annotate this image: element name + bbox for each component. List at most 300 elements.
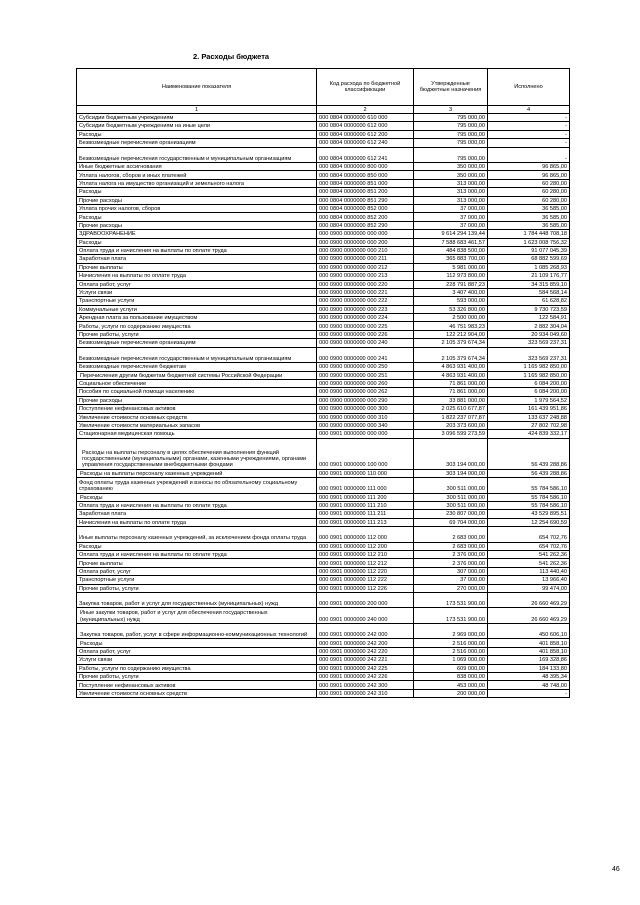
row-code: 000 0901 0000000 111 210: [317, 501, 414, 509]
row-name: Иные закупки товаров, работ и услуг для обеспечения государственных (муниципальных) нужд: [77, 608, 317, 624]
row-code: 000 0901 0000000 100 000: [317, 438, 414, 469]
row-name: Услуги связи: [77, 288, 317, 296]
row-code: 000 0804 0000000 852 200: [317, 213, 414, 221]
section-title: 2. Расходы бюджета: [193, 52, 270, 61]
row-code: 000 0901 0000000 112 226: [317, 584, 414, 592]
row-executed: 113 440,40: [488, 567, 570, 575]
row-name: Расходы: [77, 493, 317, 501]
row-code: 000 0900 0000000 000 340: [317, 421, 414, 429]
header-approved: Утвержденные бюджетные назначения: [414, 69, 488, 106]
row-executed: 55 784 586,10: [488, 478, 570, 494]
row-executed: -: [488, 689, 570, 697]
table-row: [77, 673, 570, 681]
row-approved: 270 000,00: [414, 584, 488, 592]
row-approved: 313 000,00: [414, 188, 488, 196]
row-name: Поступление нефинансовых активов: [77, 681, 317, 689]
row-approved: 300 511 000,00: [414, 478, 488, 494]
table-row: [77, 413, 570, 421]
row-approved: 71 861 000,00: [414, 379, 488, 387]
table-row: [77, 171, 570, 179]
table-row: [77, 330, 570, 338]
row-name: Расходы на выплаты персоналу в целях обеспечения выполнения функций государственными (муниципальными) органами, казенными учреждениями, органами управления государственными внебюджетными фондами: [77, 438, 317, 469]
row-code: 000 0804 0000000 851 290: [317, 196, 414, 204]
row-approved: 2 105 379 674,34: [414, 339, 488, 347]
table-row: [77, 196, 570, 204]
column-number: 1: [77, 106, 317, 114]
row-code: 000 0900 0000000 000 222: [317, 297, 414, 305]
table-row: [77, 205, 570, 213]
row-name: Безвозмездные перечисления организациям: [77, 139, 317, 147]
row-approved: 122 212 904,00: [414, 330, 488, 338]
row-executed: 1 165 982 850,00: [488, 371, 570, 379]
row-approved: 2 376 000,00: [414, 559, 488, 567]
row-approved: 2 376 000,00: [414, 551, 488, 559]
row-executed: 122 584,91: [488, 314, 570, 322]
table-row: [77, 255, 570, 263]
table-row: [77, 551, 570, 559]
row-name: Безвозмездные перечисления организациям: [77, 339, 317, 347]
row-executed: 36 585,00: [488, 205, 570, 213]
row-code: 000 0804 0000000 851 200: [317, 188, 414, 196]
row-name: Заработная плата: [77, 255, 317, 263]
table-row: [77, 592, 570, 608]
row-code: 000 0900 0000000 000 220: [317, 280, 414, 288]
header-indicator-name: Наименование показателя: [77, 69, 317, 106]
row-executed: 34 315 859,10: [488, 280, 570, 288]
row-executed: 56 439 288,86: [488, 438, 570, 469]
row-name: Увеличение стоимости основных средств: [77, 413, 317, 421]
row-code: 000 0901 0000000 112 200: [317, 542, 414, 550]
row-name: Стационарная медицинская помощь: [77, 430, 317, 438]
row-executed: 55 784 586,10: [488, 501, 570, 509]
table-row: [77, 263, 570, 271]
row-code: 000 0901 0000000 111 213: [317, 518, 414, 526]
row-code: 000 0804 0000000 852 290: [317, 221, 414, 229]
row-executed: 60 280,00: [488, 196, 570, 204]
row-code: 000 0901 0000000 242 226: [317, 673, 414, 681]
row-code: 000 0900 0000000 000 211: [317, 255, 414, 263]
row-executed: 584 568,14: [488, 288, 570, 296]
row-name: Расходы: [77, 188, 317, 196]
table-row: [77, 656, 570, 664]
row-executed: 1 165 982 850,00: [488, 363, 570, 371]
page-number: 46: [612, 866, 620, 873]
row-approved: 173 531 900,00: [414, 592, 488, 608]
table-row: [77, 288, 570, 296]
row-name: Заработная плата: [77, 510, 317, 518]
row-executed: 184 133,80: [488, 664, 570, 672]
row-code: 000 0900 0000000 000 260: [317, 379, 414, 387]
row-approved: 313 000,00: [414, 196, 488, 204]
row-approved: 795 000,00: [414, 114, 488, 122]
table-row: [77, 139, 570, 147]
row-code: 000 0900 0000000 000 300: [317, 405, 414, 413]
row-executed: 401 858,10: [488, 647, 570, 655]
row-name: Уплата прочих налогов, сборов: [77, 205, 317, 213]
table-row: [77, 388, 570, 396]
row-name: Уплата налога на имущество организаций и земельного налога: [77, 179, 317, 187]
row-name: Транспортные услуги: [77, 576, 317, 584]
row-executed: 96 865,00: [488, 163, 570, 171]
row-code: 000 0901 0000000 112 210: [317, 551, 414, 559]
row-code: 000 0900 0000000 000 224: [317, 314, 414, 322]
row-name: Фонд оплаты труда казенных учреждений и взносы по обязательному социальному страхованию: [77, 478, 317, 494]
row-approved: 2 105 379 674,34: [414, 347, 488, 363]
row-code: 000 0901 0000000 112 000: [317, 527, 414, 543]
row-approved: 484 838 500,00: [414, 246, 488, 254]
row-executed: 21 109 176,77: [488, 272, 570, 280]
row-code: 000 0804 0000000 612 240: [317, 139, 414, 147]
row-code: 000 0900 0000000 000 200: [317, 238, 414, 246]
row-name: Увеличение стоимости материальных запасов: [77, 421, 317, 429]
table-row: [77, 379, 570, 387]
row-name: Транспортные услуги: [77, 297, 317, 305]
table-row: [77, 272, 570, 280]
table-row: [77, 280, 570, 288]
row-approved: 203 373 600,00: [414, 421, 488, 429]
row-executed: 9 730 723,59: [488, 305, 570, 313]
row-approved: 365 883 700,00: [414, 255, 488, 263]
row-approved: 795 000,00: [414, 122, 488, 130]
row-code: 000 0901 0000000 242 221: [317, 656, 414, 664]
table-row: [77, 421, 570, 429]
row-executed: -: [488, 130, 570, 138]
row-code: 000 0901 0000000 112 220: [317, 567, 414, 575]
row-name: Субсидии бюджетным учреждениям: [77, 114, 317, 122]
column-number: 2: [317, 106, 414, 114]
row-code: 000 0900 0000000 000 241: [317, 347, 414, 363]
row-executed: 96 865,00: [488, 171, 570, 179]
row-approved: 3 096 599 273,59: [414, 430, 488, 438]
row-code: 000 0901 0000000 242 310: [317, 689, 414, 697]
header-executed: Исполнено: [488, 69, 570, 106]
row-executed: 169 328,86: [488, 656, 570, 664]
row-executed: 26 660 469,29: [488, 608, 570, 624]
row-code: 000 0804 0000000 850 000: [317, 171, 414, 179]
row-executed: -: [488, 147, 570, 163]
row-name: Иные выплаты персоналу казенных учреждений, за исключением фонда оплаты труда: [77, 527, 317, 543]
row-name: Социальное обеспечение: [77, 379, 317, 387]
row-code: 000 0804 0000000 612 241: [317, 147, 414, 163]
expenses-table: [76, 68, 570, 698]
row-approved: 112 973 800,00: [414, 272, 488, 280]
row-approved: 795 000,00: [414, 147, 488, 163]
row-executed: 1 784 448 708,18: [488, 230, 570, 238]
row-name: Расходы на выплаты персоналу казенных учреждений: [77, 469, 317, 477]
table-row: [77, 567, 570, 575]
row-name: Оплата труда и начисления на выплаты по оплате труда: [77, 551, 317, 559]
row-code: 000 0900 0000000 000 210: [317, 246, 414, 254]
row-code: 000 0900 0000000 000 240: [317, 339, 414, 347]
row-code: 000 0900 0000000 000 250: [317, 363, 414, 371]
row-approved: 300 511 000,00: [414, 493, 488, 501]
table-row: [77, 405, 570, 413]
row-code: 000 0901 0000000 111 000: [317, 478, 414, 494]
row-name: Оплата труда и начисления на выплаты по оплате труда: [77, 246, 317, 254]
table-row: [77, 147, 570, 163]
table-row: [77, 584, 570, 592]
row-approved: 300 511 000,00: [414, 501, 488, 509]
table-row: [77, 230, 570, 238]
row-code: 000 0901 0000000 242 225: [317, 664, 414, 672]
row-name: Иные бюджетные ассигнования: [77, 163, 317, 171]
row-approved: 609 000,00: [414, 664, 488, 672]
table-row: [77, 179, 570, 187]
table-row: [77, 221, 570, 229]
row-executed: -: [488, 114, 570, 122]
row-executed: 27 802 702,98: [488, 421, 570, 429]
row-code: 000 0901 0000000 111 200: [317, 493, 414, 501]
table-row: [77, 510, 570, 518]
row-approved: 453 000,00: [414, 681, 488, 689]
row-code: 000 0900 0000000 000 223: [317, 305, 414, 313]
row-code: 000 0804 0000000 610 000: [317, 114, 414, 122]
row-approved: 46 751 983,23: [414, 322, 488, 330]
row-executed: 323 569 237,31: [488, 339, 570, 347]
row-approved: 4 863 931 400,00: [414, 363, 488, 371]
row-executed: 56 439 288,86: [488, 469, 570, 477]
row-executed: 36 585,00: [488, 221, 570, 229]
row-code: 000 0804 0000000 800 000: [317, 163, 414, 171]
row-code: 000 0900 0000000 000 000: [317, 230, 414, 238]
table-row: [77, 623, 570, 639]
row-executed: 1 623 008 756,32: [488, 238, 570, 246]
row-name: Оплата работ, услуг: [77, 567, 317, 575]
row-executed: 401 858,10: [488, 639, 570, 647]
row-approved: 69 704 000,00: [414, 518, 488, 526]
row-executed: -: [488, 122, 570, 130]
row-approved: 228 791 887,23: [414, 280, 488, 288]
row-approved: 2 683 000,00: [414, 542, 488, 550]
header-expense-code: Код расхода по бюджетной классификации: [317, 69, 414, 106]
row-approved: 37 000,00: [414, 213, 488, 221]
row-executed: 91 077 045,39: [488, 246, 570, 254]
table-row: [77, 238, 570, 246]
row-name: Пособия по социальной помощи населению: [77, 388, 317, 396]
row-executed: 60 280,00: [488, 188, 570, 196]
row-executed: 43 529 895,51: [488, 510, 570, 518]
table-row: [77, 478, 570, 494]
row-approved: 795 000,00: [414, 139, 488, 147]
table-row: [77, 469, 570, 477]
row-executed: 26 660 469,29: [488, 592, 570, 608]
row-executed: 13 966,40: [488, 576, 570, 584]
row-code: 000 0804 0000000 851 000: [317, 179, 414, 187]
row-name: Закупка товаров, работ и услуг для государственных (муниципальных) нужд: [77, 592, 317, 608]
row-code: 000 0901 0000000 110 000: [317, 469, 414, 477]
row-approved: 173 531 900,00: [414, 608, 488, 624]
row-code: 000 0900 0000000 000 213: [317, 272, 414, 280]
table-row: [77, 188, 570, 196]
row-name: Арендная плата за пользование имуществом: [77, 314, 317, 322]
table-row: [77, 213, 570, 221]
row-name: Прочие расходы: [77, 396, 317, 404]
row-code: 000 0900 0000000 000 251: [317, 371, 414, 379]
row-approved: 350 000,00: [414, 163, 488, 171]
row-executed: 450 606,10: [488, 623, 570, 639]
row-name: Оплата труда и начисления на выплаты по оплате труда: [77, 501, 317, 509]
row-approved: 2 025 610 677,87: [414, 405, 488, 413]
table-row: [77, 297, 570, 305]
table-row: [77, 430, 570, 438]
table-row: [77, 542, 570, 550]
row-name: Субсидии бюджетным учреждениям на иные цели: [77, 122, 317, 130]
row-name: Услуги связи: [77, 656, 317, 664]
row-name: Оплата работ, услуг: [77, 647, 317, 655]
table-row: [77, 314, 570, 322]
row-name: Прочие расходы: [77, 221, 317, 229]
table-row: [77, 527, 570, 543]
row-approved: 71 861 000,00: [414, 388, 488, 396]
row-name: Уплата налогов, сборов и иных платежей: [77, 171, 317, 179]
table-row: [77, 647, 570, 655]
row-code: 000 0900 0000000 000 221: [317, 288, 414, 296]
row-name: Увеличение стоимости основных средств: [77, 689, 317, 697]
row-code: 000 0901 0000000 112 222: [317, 576, 414, 584]
row-name: Оплата работ, услуг: [77, 280, 317, 288]
row-code: 000 0901 0000000 112 212: [317, 559, 414, 567]
row-executed: 48 395,34: [488, 673, 570, 681]
table-row: [77, 559, 570, 567]
row-executed: 541 262,36: [488, 551, 570, 559]
row-executed: 323 569 237,31: [488, 347, 570, 363]
row-approved: 37 000,00: [414, 221, 488, 229]
row-name: Прочие расходы: [77, 196, 317, 204]
table-row: [77, 305, 570, 313]
table-row: [77, 689, 570, 697]
table-row: [77, 664, 570, 672]
row-code: 000 0901 0000000 242 220: [317, 647, 414, 655]
row-approved: 200 000,00: [414, 689, 488, 697]
row-approved: 9 614 294 139,44: [414, 230, 488, 238]
row-executed: 12 254 690,59: [488, 518, 570, 526]
table-row: [77, 681, 570, 689]
row-approved: 2 683 000,00: [414, 527, 488, 543]
column-number-row: [77, 106, 570, 114]
row-code: 000 0804 0000000 612 000: [317, 122, 414, 130]
row-approved: 307 000,00: [414, 567, 488, 575]
row-name: Начисления на выплаты по оплате труда: [77, 272, 317, 280]
row-code: 000 0901 0000000 242 300: [317, 681, 414, 689]
row-code: 000 0900 0000000 000 225: [317, 322, 414, 330]
table-row: [77, 339, 570, 347]
row-name: Поступление нефинансовых активов: [77, 405, 317, 413]
row-name: Работы, услуги по содержанию имущества: [77, 322, 317, 330]
table-row: [77, 438, 570, 469]
row-executed: 60 280,00: [488, 179, 570, 187]
row-approved: 2 516 000,00: [414, 639, 488, 647]
row-name: Прочие работы, услуги: [77, 584, 317, 592]
table-body: [77, 114, 570, 698]
row-name: Перечисления другим бюджетам бюджетной системы Российской Федерации: [77, 371, 317, 379]
row-code: 000 0900 0000000 000 310: [317, 413, 414, 421]
row-executed: 20 934 049,60: [488, 330, 570, 338]
row-approved: 1 069 000,00: [414, 656, 488, 664]
row-approved: 303 194 000,00: [414, 469, 488, 477]
table-row: [77, 396, 570, 404]
row-name: Расходы: [77, 542, 317, 550]
row-approved: 350 000,00: [414, 171, 488, 179]
row-executed: 68 882 599,69: [488, 255, 570, 263]
row-name: Прочие выплаты: [77, 263, 317, 271]
table-row: [77, 501, 570, 509]
row-approved: 593 000,00: [414, 297, 488, 305]
row-code: 000 0804 0000000 612 200: [317, 130, 414, 138]
row-code: 000 0901 0000000 242 200: [317, 639, 414, 647]
row-executed: 654 702,76: [488, 527, 570, 543]
row-code: 000 0901 0000000 242 000: [317, 623, 414, 639]
row-executed: 654 702,76: [488, 542, 570, 550]
table-row: [77, 608, 570, 624]
row-code: 000 0804 0000000 852 000: [317, 205, 414, 213]
row-executed: 2 882 304,04: [488, 322, 570, 330]
table-row: [77, 114, 570, 122]
row-name: Расходы: [77, 238, 317, 246]
row-approved: 838 000,00: [414, 673, 488, 681]
row-name: Безвозмездные перечисления государственным и муниципальным организациям: [77, 147, 317, 163]
column-number: 3: [414, 106, 488, 114]
table-row: [77, 347, 570, 363]
row-code: 000 0901 0000000 000 000: [317, 430, 414, 438]
table-row: [77, 363, 570, 371]
row-approved: 7 588 683 461,57: [414, 238, 488, 246]
row-executed: 6 084 200,00: [488, 388, 570, 396]
row-executed: 61 628,82: [488, 297, 570, 305]
row-name: Закупка товаров, работ, услуг в сфере информационно-коммуникационных технологий: [77, 623, 317, 639]
row-executed: 541 262,36: [488, 559, 570, 567]
table-row: [77, 576, 570, 584]
row-executed: 6 084 200,00: [488, 379, 570, 387]
row-name: Прочие работы, услуги: [77, 673, 317, 681]
table-row: [77, 322, 570, 330]
table-row: [77, 493, 570, 501]
row-executed: 161 439 951,86: [488, 405, 570, 413]
row-approved: 37 000,00: [414, 205, 488, 213]
row-approved: 230 807 000,00: [414, 510, 488, 518]
row-executed: 1 979 564,52: [488, 396, 570, 404]
row-approved: 2 969 000,00: [414, 623, 488, 639]
row-approved: 2 516 000,00: [414, 647, 488, 655]
row-executed: 36 585,00: [488, 213, 570, 221]
column-number: 4: [488, 106, 570, 114]
row-name: Прочие работы, услуги: [77, 330, 317, 338]
table-row: [77, 130, 570, 138]
row-name: Коммунальные услуги: [77, 305, 317, 313]
row-name: Безвозмездные перечисления государственным и муниципальным организациям: [77, 347, 317, 363]
row-approved: 313 000,00: [414, 179, 488, 187]
table-row: [77, 246, 570, 254]
row-code: 000 0900 0000000 000 290: [317, 396, 414, 404]
row-executed: 48 748,00: [488, 681, 570, 689]
table-row: [77, 371, 570, 379]
row-code: 000 0901 0000000 111 211: [317, 510, 414, 518]
table-header-row: [77, 69, 570, 106]
row-executed: 55 784 586,10: [488, 493, 570, 501]
row-code: 000 0900 0000000 000 212: [317, 263, 414, 271]
row-name: ЗДРАВООХРАНЕНИЕ: [77, 230, 317, 238]
row-approved: 1 822 237 077,87: [414, 413, 488, 421]
row-name: Расходы: [77, 639, 317, 647]
row-code: 000 0901 0000000 240 000: [317, 608, 414, 624]
row-code: 000 0900 0000000 000 226: [317, 330, 414, 338]
row-approved: 303 194 000,00: [414, 438, 488, 469]
row-approved: 2 500 000,00: [414, 314, 488, 322]
row-approved: 53 326 800,00: [414, 305, 488, 313]
row-executed: 424 839 332,17: [488, 430, 570, 438]
table-row: [77, 518, 570, 526]
row-approved: 4 863 931 400,00: [414, 371, 488, 379]
row-name: Работы, услуги по содержанию имущества: [77, 664, 317, 672]
